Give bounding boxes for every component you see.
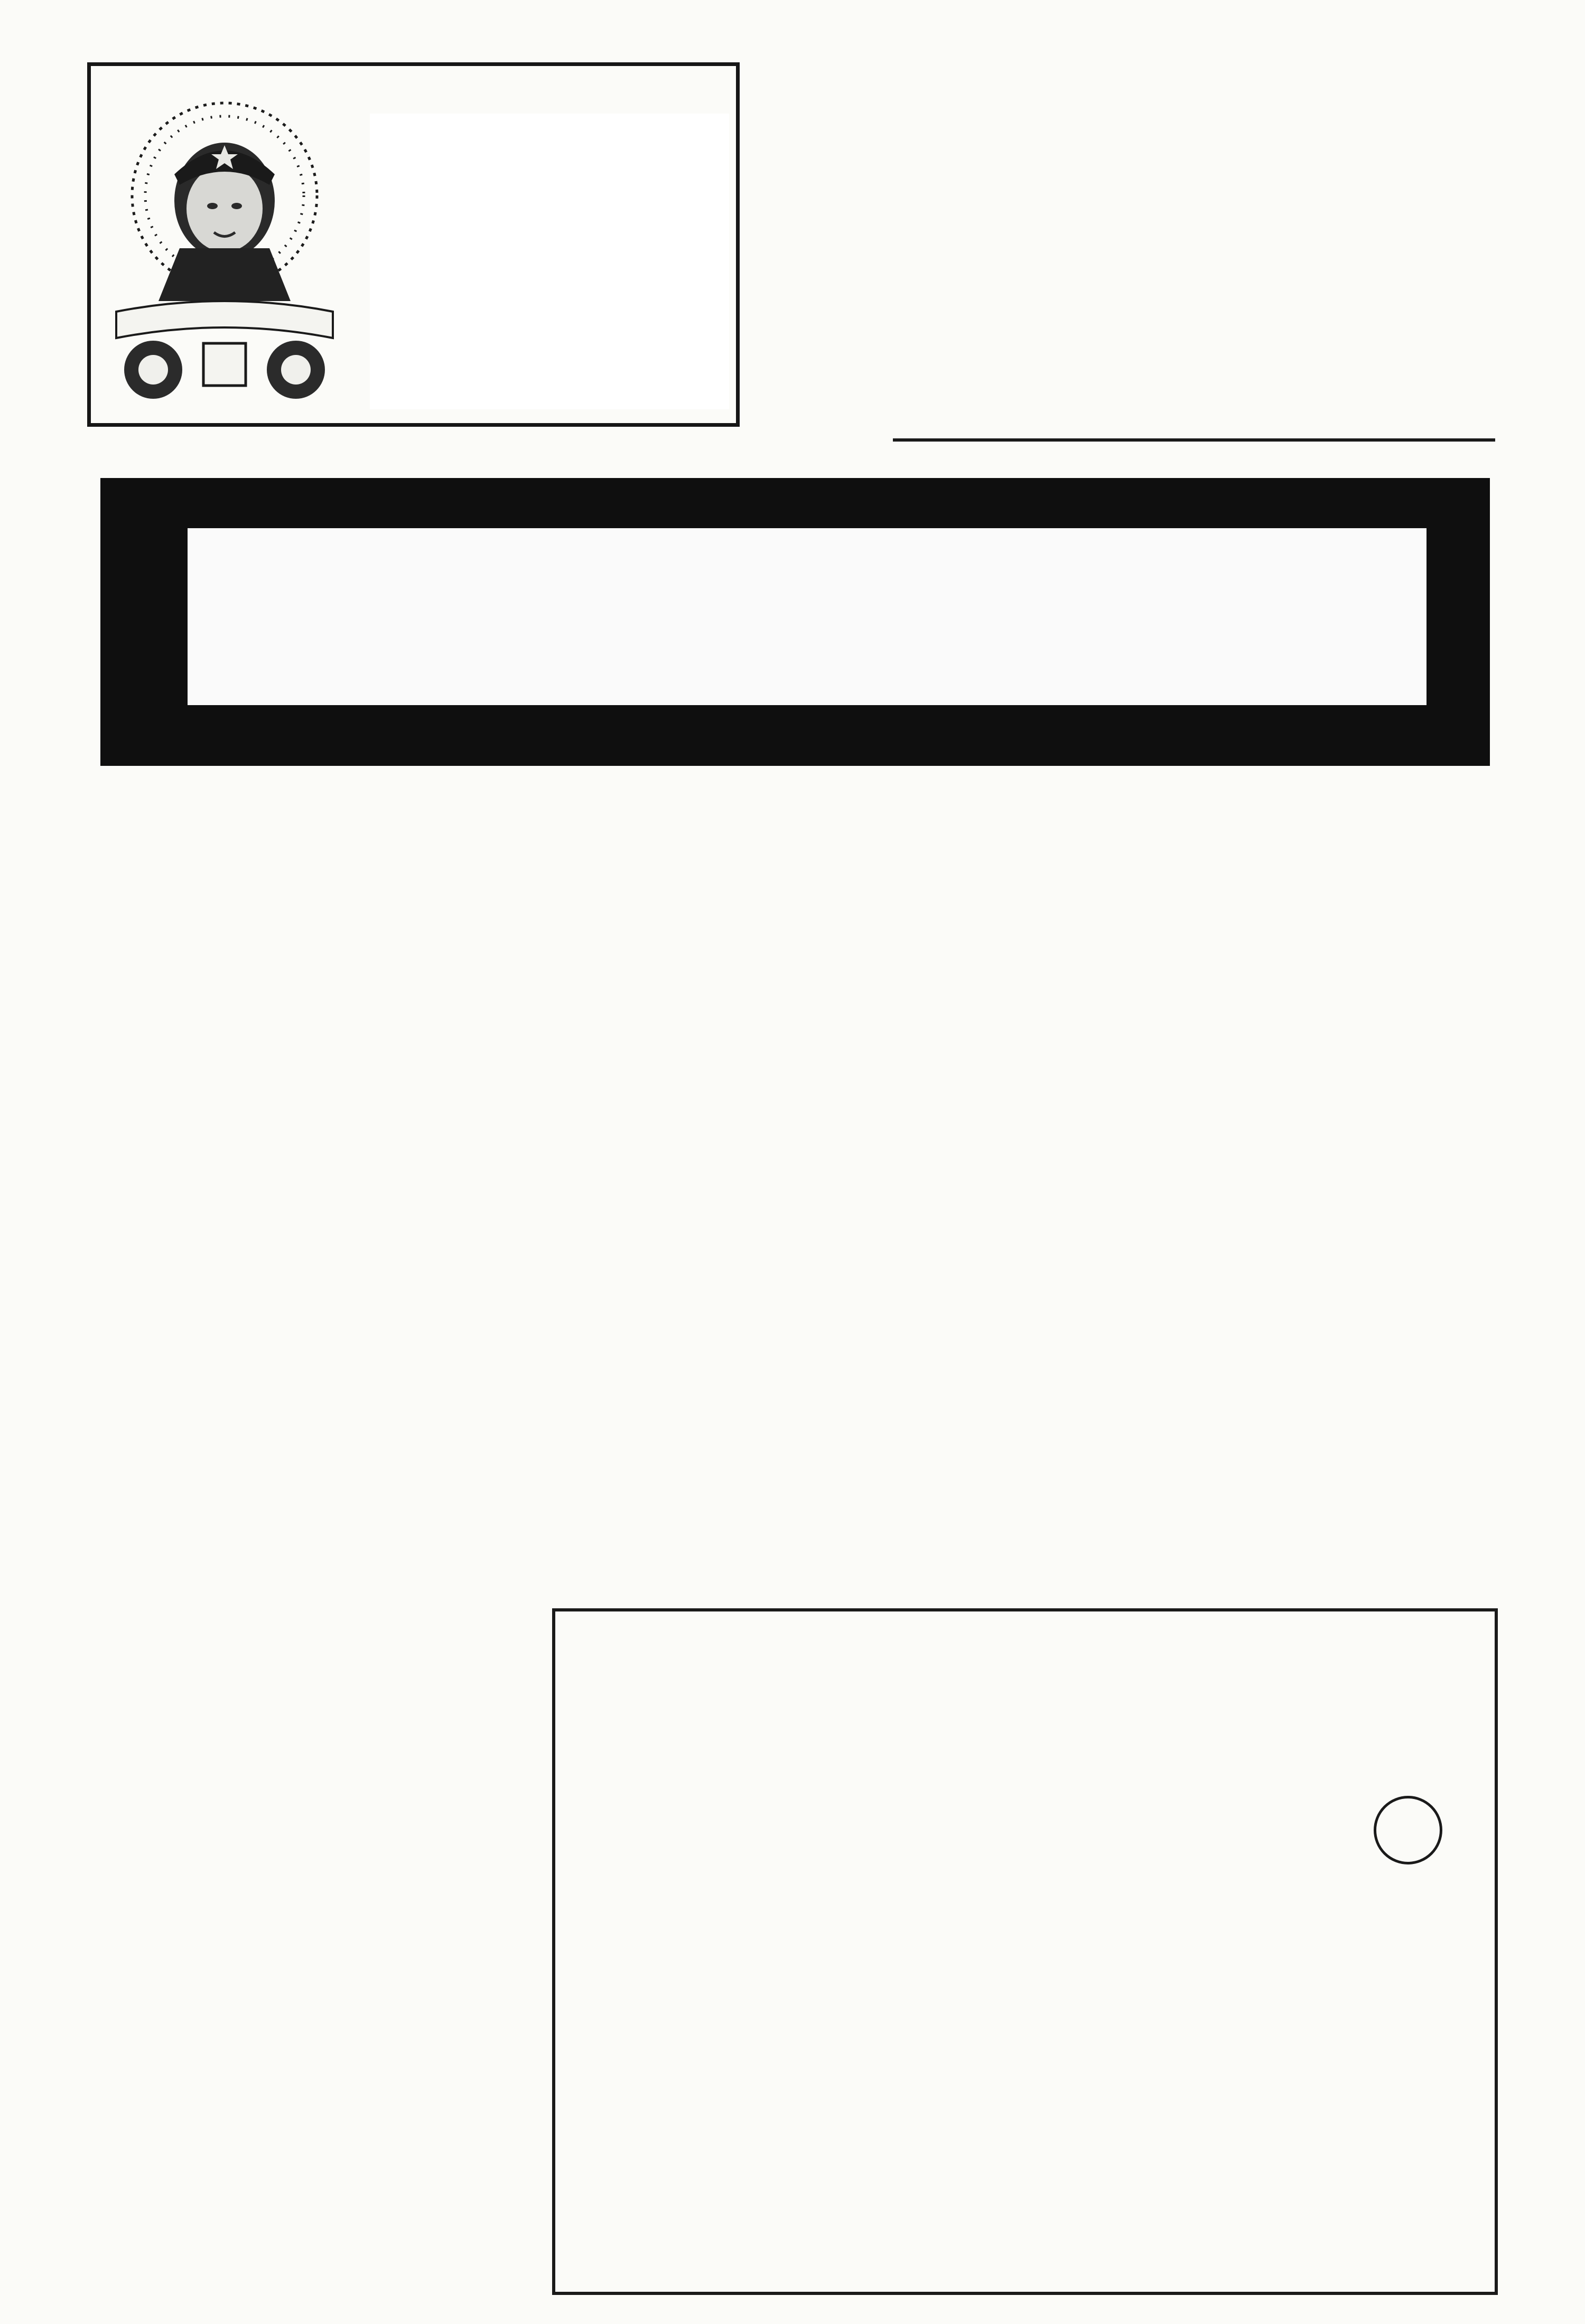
left-story-body: [375, 805, 523, 1941]
quotation-panel: [370, 114, 729, 409]
mao-portrait: [100, 90, 349, 407]
main-story-column-3: [1176, 1046, 1482, 1632]
editorial-body: [573, 1751, 1419, 2279]
masthead-rule: [893, 438, 1495, 442]
editorial-label: [1374, 1796, 1442, 1864]
banner-headline: [188, 528, 1426, 705]
main-story-column-2: [861, 1046, 1146, 1664]
main-story-column-1: [555, 1046, 832, 1664]
